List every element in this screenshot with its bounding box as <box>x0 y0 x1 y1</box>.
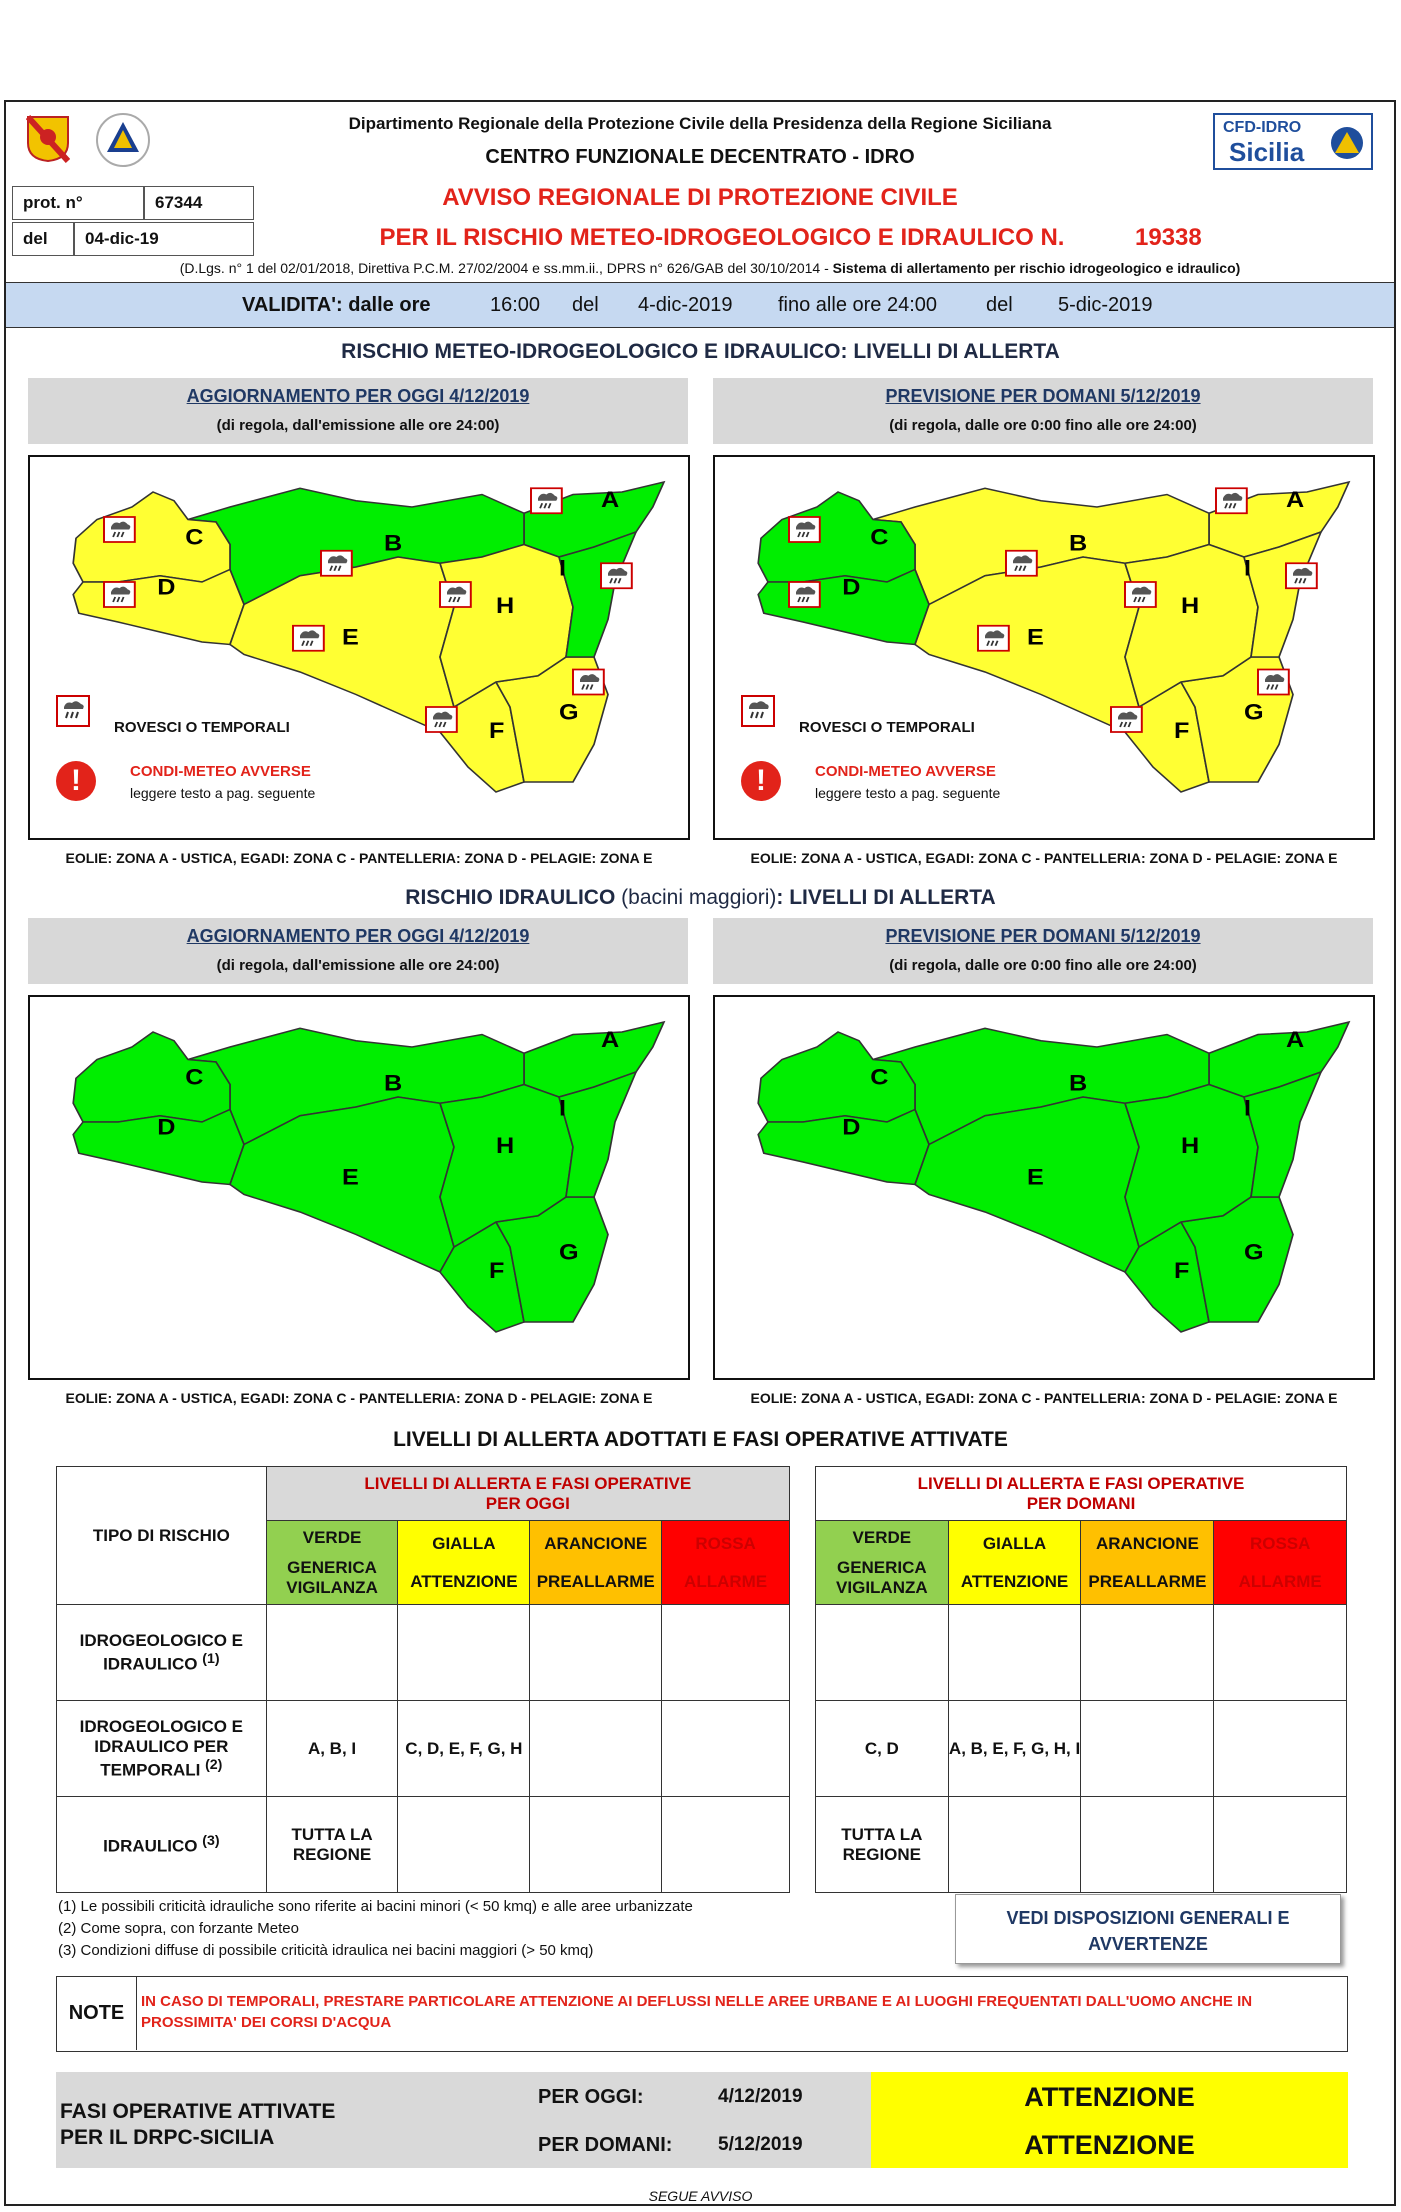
map-hydro-today <box>28 995 690 1380</box>
zone-label-c: C <box>185 524 204 551</box>
zone-label-e: E <box>341 624 359 651</box>
storm-icon <box>1286 563 1317 588</box>
storm-legend-icon <box>741 695 775 732</box>
storm-icon <box>1111 707 1142 732</box>
avviso-number: 19338 <box>1135 224 1202 251</box>
zone-c <box>758 492 915 582</box>
validity-from-time: 16:00 <box>490 294 541 316</box>
storm-icon <box>321 551 352 576</box>
legal-reference: (D.Lgs. n° 1 del 02/01/2018, Direttiva P.C.M. 27/02/2004 e ss.mm.ii., DPRS n° 626/GAB del 30/10/2014 - Sistema di allertamento per rischio idrogeologico e idraulico) <box>179 260 1241 276</box>
level-arancione: ARANCIONE PREALLARME <box>1081 1521 1214 1605</box>
banner-today-sub: (di regola, dall'emissione alle ore 24:00) <box>216 957 500 974</box>
section-meteo-title: RISCHIO METEO-IDROGEOLOGICO E IDRAULICO: LIVELLI DI ALLERTA <box>341 340 1060 363</box>
footnote-1: (1) Le possibili criticità idrauliche sono riferite ai bacini minori (< 50 kmq) e alle aree urbanizzate <box>58 1898 693 1915</box>
footnote-3: (3) Condizioni diffuse di possibile criticità idraulica nei bacini maggiori (> 50 kmq) <box>58 1942 594 1959</box>
zone-label-e: E <box>1027 1164 1044 1191</box>
adverse-legend-sub: leggere testo a pag. seguente <box>815 785 1001 801</box>
today-temporali-verde: A, B, I <box>266 1701 398 1797</box>
zone-a <box>1209 1022 1349 1097</box>
storm-legend-icon <box>56 695 90 732</box>
adverse-legend-sub: leggere testo a pag. seguente <box>130 785 316 801</box>
islands-note: EOLIE: ZONA A - USTICA, EGADI: ZONA C - PANTELLERIA: ZONA D - PELAGIE: ZONA E <box>750 850 1338 866</box>
fasi-operative-box <box>56 2072 1348 2168</box>
today-temporali-gialla: C, D, E, F, G, H <box>398 1701 530 1797</box>
footnotes <box>58 1896 693 1962</box>
zone-label-a: A <box>1286 487 1305 513</box>
zone-label-c: C <box>870 1064 889 1091</box>
zone-label-e: E <box>341 1164 359 1191</box>
fasi-oggi-label: PER OGGI: <box>538 2086 644 2108</box>
banner-today-meteo <box>28 378 688 444</box>
storm-icon <box>1125 582 1156 607</box>
storm-icon <box>573 670 604 695</box>
banner-today-sub: (di regola, dall'emissione alle ore 24:00) <box>216 417 500 434</box>
storm-icon <box>531 488 562 513</box>
storm-icon <box>601 563 632 588</box>
storm-icon <box>978 626 1009 651</box>
fasi-label1: FASI OPERATIVE ATTIVATE <box>60 2100 336 2123</box>
avviso-subtitle: PER IL RISCHIO METEO-IDROGEOLOGICO E IDRAULICO N. <box>379 224 1065 251</box>
level-rossa: ROSSA ALLARME <box>1214 1521 1347 1605</box>
footnote-2: (2) Come sopra, con forzante Meteo <box>58 1920 299 1937</box>
levels-table-tomorrow <box>815 1466 1347 1893</box>
warning-legend-icon: ! <box>56 761 96 801</box>
zone-label-a: A <box>1286 1027 1305 1053</box>
validity-to-date: 5-dic-2019 <box>1058 294 1153 316</box>
storm-icon <box>293 626 324 651</box>
zone-label-b: B <box>1069 530 1088 557</box>
zone-label-b: B <box>1069 1070 1088 1097</box>
zone-label-a: A <box>601 1027 620 1053</box>
zone-label-d: D <box>842 574 861 601</box>
cfd-idro-text: CFD-IDRO <box>1223 119 1302 136</box>
adverse-legend-label: CONDI-METEO AVVERSE <box>130 763 311 780</box>
note-text: IN CASO DI TEMPORALI, PRESTARE PARTICOLARE ATTENZIONE AI DEFLUSSI NELLE AREE URBANE E AI LUOGHI FREQUENTATI DALL'UOMO ANCHE IN PROSSIMITA' DEI CORSI D'ACQUA <box>141 1993 1253 2031</box>
tomorrow-temporali-verde: C, D <box>816 1701 949 1797</box>
banner-tomorrow-sub: (di regola, dalle ore 0:00 fino alle ore 24:00) <box>889 957 1197 974</box>
storm-icon <box>1258 670 1289 695</box>
sicilia-text: Sicilia <box>1229 137 1305 167</box>
islands-note: EOLIE: ZONA A - USTICA, EGADI: ZONA C - PANTELLERIA: ZONA D - PELAGIE: ZONA E <box>750 1390 1338 1406</box>
storm-icon <box>440 582 471 607</box>
zone-label-g: G <box>559 699 579 726</box>
zone-label-g: G <box>1244 1239 1264 1266</box>
level-gialla: GIALLA ATTENZIONE <box>948 1521 1081 1605</box>
zone-label-h: H <box>1181 593 1200 619</box>
level-verde: VERDE GENERICA VIGILANZA <box>816 1521 949 1605</box>
islands-note: EOLIE: ZONA A - USTICA, EGADI: ZONA C - PANTELLERIA: ZONA D - PELAGIE: ZONA E <box>65 850 653 866</box>
tipo-rischio-header: TIPO DI RISCHIO <box>57 1467 267 1605</box>
zone-label-d: D <box>157 574 176 601</box>
storm-icon <box>1216 488 1247 513</box>
today-levels-header: LIVELLI DI ALLERTA E FASI OPERATIVE PER OGGI <box>266 1467 789 1521</box>
fasi-label2: PER IL DRPC-SICILIA <box>60 2126 275 2149</box>
del-value: 04-dic-19 <box>74 222 254 256</box>
zone-label-b: B <box>383 1070 403 1097</box>
zone-label-e: E <box>1027 624 1044 651</box>
tomorrow-temporali-gialla: A, B, E, F, G, H, I <box>948 1701 1081 1797</box>
prot-value: 67344 <box>144 186 254 220</box>
fasi-domani-label: PER DOMANI: <box>538 2134 673 2156</box>
banner-tomorrow-sub: (di regola, dalle ore 0:00 fino alle ore 24:00) <box>889 417 1197 434</box>
protezione-civile-logo <box>92 112 154 168</box>
level-gialla: GIALLA ATTENZIONE <box>398 1521 530 1605</box>
validity-to-label: fino alle ore 24:00 <box>778 294 938 316</box>
level-verde: VERDE GENERICA VIGILANZA <box>266 1521 398 1605</box>
cfd-emblem-icon <box>1329 125 1365 161</box>
zone-label-i: I <box>559 1095 567 1122</box>
zone-label-f: F <box>1174 1258 1190 1284</box>
note-box <box>56 1976 1348 2052</box>
row-idrogeologico: IDROGEOLOGICO E IDRAULICO $^{(1)}$ <box>57 1605 267 1701</box>
banner-today-title: AGGIORNAMENTO PER OGGI 4/12/2019 <box>186 926 530 946</box>
storm-icon <box>104 517 135 542</box>
zone-label-b: B <box>383 530 403 557</box>
zone-label-h: H <box>496 593 515 619</box>
level-arancione: ARANCIONE PREALLARME <box>530 1521 662 1605</box>
banner-tomorrow-title: PREVISIONE PER DOMANI 5/12/2019 <box>885 386 1201 406</box>
storm-icon <box>426 707 457 732</box>
validity-label: VALIDITA': dalle ore <box>242 294 431 316</box>
banner-today-hydro <box>28 918 688 984</box>
zone-label-c: C <box>185 1064 204 1091</box>
table-title: LIVELLI DI ALLERTA ADOTTATI E FASI OPERATIVE ATTIVATE <box>393 1428 1008 1451</box>
zone-label-a: A <box>601 487 620 513</box>
adverse-legend-label: CONDI-METEO AVVERSE <box>815 763 996 780</box>
zone-label-d: D <box>157 1114 176 1141</box>
zone-label-g: G <box>1244 699 1264 726</box>
vedi-disposizioni-button[interactable]: VEDI DISPOSIZIONI GENERALI E AVVERTENZE <box>955 1894 1341 1964</box>
tomorrow-levels-header: LIVELLI DI ALLERTA E FASI OPERATIVE PER DOMANI <box>816 1467 1347 1521</box>
map-meteo-tomorrow <box>713 455 1375 840</box>
banner-tomorrow-hydro <box>713 918 1373 984</box>
tomorrow-idraulico-verde: TUTTA LA REGIONE <box>816 1797 949 1893</box>
validity-bar <box>6 282 1394 328</box>
fasi-oggi-date: 4/12/2019 <box>718 2086 803 2107</box>
storm-legend-label: ROVESCI O TEMPORALI <box>114 719 290 736</box>
zone-a <box>524 1022 664 1097</box>
row-idraulico: IDRAULICO $^{(3)}$ <box>57 1797 267 1893</box>
department-title: Dipartimento Regionale della Protezione Civile della Presidenza della Regione Siciliana <box>348 114 1052 133</box>
map-meteo-today <box>28 455 690 840</box>
islands-note: EOLIE: ZONA A - USTICA, EGADI: ZONA C - PANTELLERIA: ZONA D - PELAGIE: ZONA E <box>65 1390 653 1406</box>
banner-today-title: AGGIORNAMENTO PER OGGI 4/12/2019 <box>186 386 530 406</box>
zone-label-i: I <box>1244 555 1252 582</box>
warning-legend-icon: ! <box>741 761 781 801</box>
validity-del2: del <box>986 294 1013 316</box>
avviso-title: AVVISO REGIONALE DI PROTEZIONE CIVILE <box>442 184 958 211</box>
levels-table-today <box>56 1466 790 1893</box>
zone-label-i: I <box>559 555 567 582</box>
fasi-oggi-value: ATTENZIONE <box>1024 2082 1195 2112</box>
storm-legend-label: ROVESCI O TEMPORALI <box>799 719 975 736</box>
row-temporali: IDROGEOLOGICO E IDRAULICO PER TEMPORALI $^{(2)}$ <box>57 1701 267 1797</box>
storm-icon <box>789 517 820 542</box>
zone-c <box>73 492 230 582</box>
section-hydro-title: RISCHIO IDRAULICO (bacini maggiori): LIVELLI DI ALLERTA <box>405 886 996 909</box>
banner-tomorrow-title: PREVISIONE PER DOMANI 5/12/2019 <box>885 926 1201 946</box>
zone-label-h: H <box>1181 1133 1200 1159</box>
fasi-value-box <box>871 2072 1348 2168</box>
zone-c <box>73 1032 230 1122</box>
note-label: NOTE <box>57 1977 137 2050</box>
storm-icon <box>789 582 820 607</box>
region-sicily-logo <box>26 115 70 163</box>
zone-label-f: F <box>489 1258 505 1284</box>
del-label: del <box>12 222 74 256</box>
segue-avviso: SEGUE AVVISO <box>648 2188 753 2204</box>
zone-c <box>758 1032 915 1122</box>
validity-del1: del <box>572 294 599 316</box>
storm-icon <box>104 582 135 607</box>
level-rossa: ROSSA ALLARME <box>662 1521 790 1605</box>
center-title: CENTRO FUNZIONALE DECENTRATO - IDRO <box>485 146 915 168</box>
zone-label-h: H <box>496 1133 515 1159</box>
fasi-domani-date: 5/12/2019 <box>718 2134 803 2155</box>
zone-label-i: I <box>1244 1095 1252 1122</box>
today-idraulico-verde: TUTTA LA REGIONE <box>266 1797 398 1893</box>
zone-label-c: C <box>870 524 889 551</box>
zone-label-g: G <box>559 1239 579 1266</box>
banner-tomorrow-meteo <box>713 378 1373 444</box>
map-hydro-tomorrow <box>713 995 1375 1380</box>
cfd-idro-logo <box>1213 113 1373 170</box>
storm-icon <box>1006 551 1037 576</box>
zone-label-d: D <box>842 1114 861 1141</box>
zone-label-f: F <box>489 718 505 744</box>
validity-from-date: 4-dic-2019 <box>638 294 733 316</box>
zone-label-f: F <box>1174 718 1190 744</box>
prot-label: prot. n° <box>12 186 144 220</box>
fasi-domani-value: ATTENZIONE <box>1024 2130 1195 2160</box>
